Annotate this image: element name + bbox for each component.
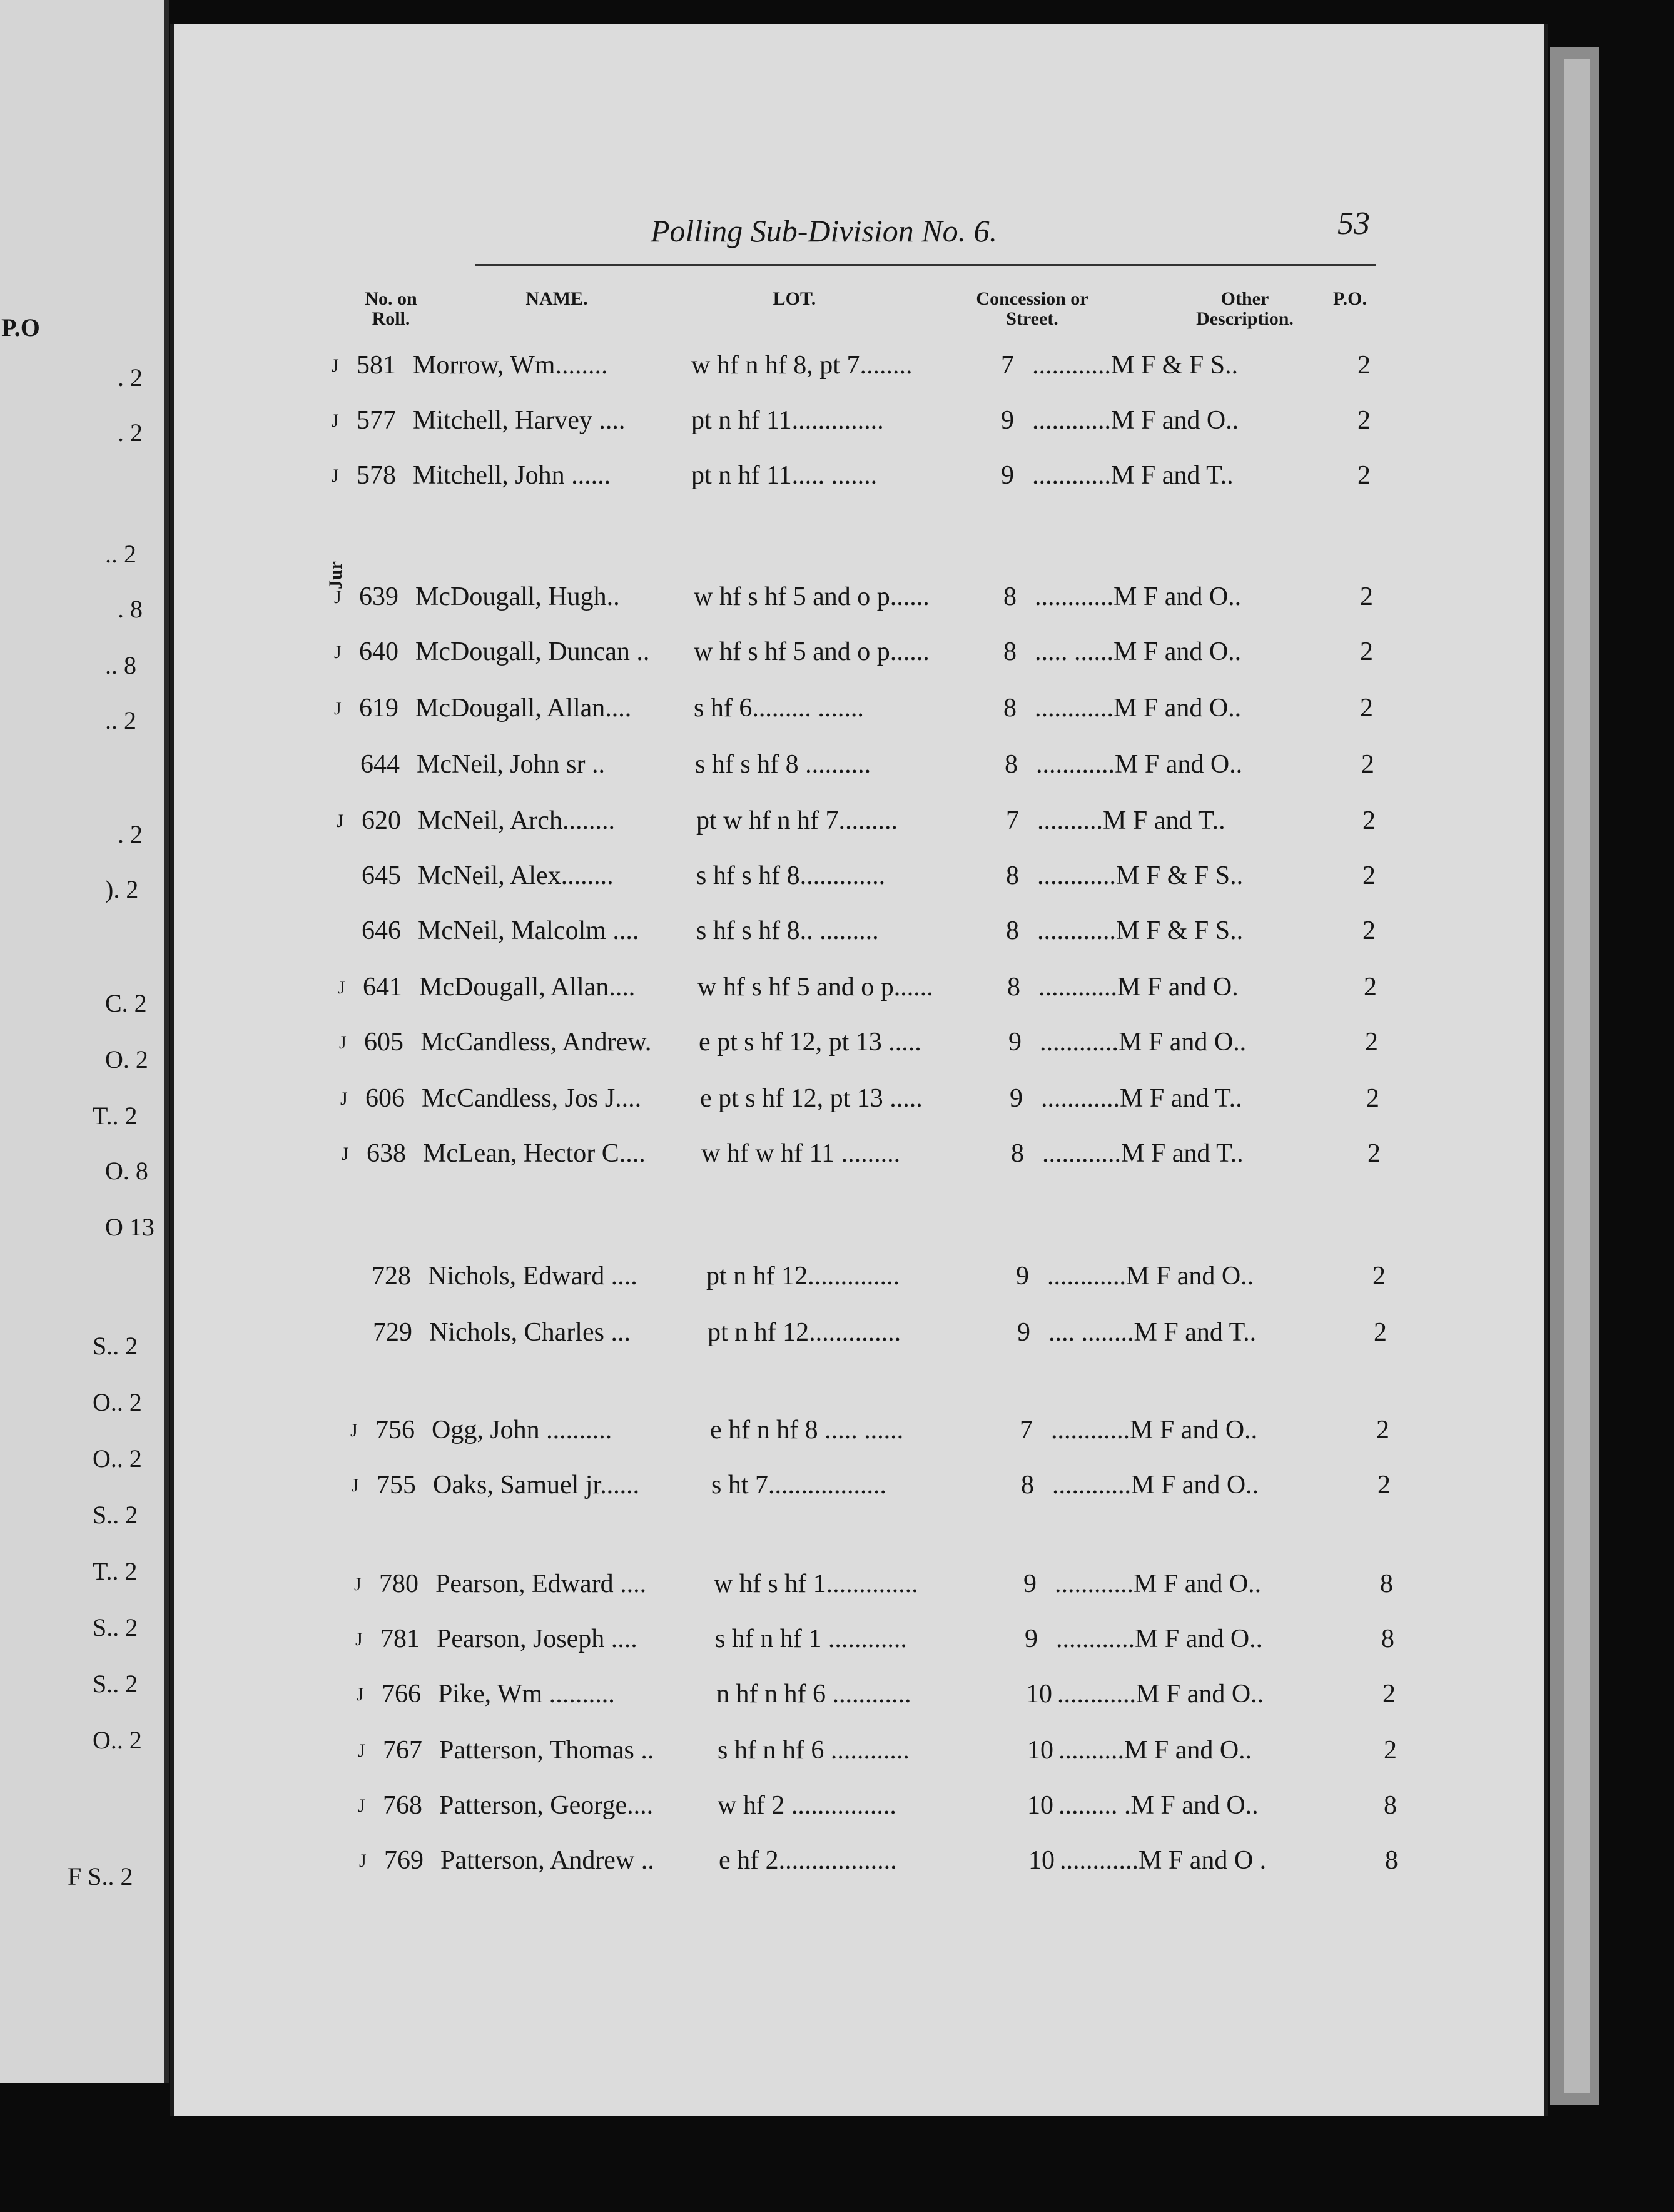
row-roll-number: 577 [357, 406, 396, 435]
col-other-description: Other Description. [1196, 288, 1294, 329]
col-jur: Jur [325, 561, 346, 589]
row-po: 2 [1361, 750, 1374, 779]
row-po: 2 [1360, 582, 1373, 611]
row-name: Pearson, Joseph .... [437, 1625, 637, 1653]
facing-page-entry: O.. 2 [93, 1726, 142, 1754]
row-lot: w hf s hf 5 and o p...... [694, 582, 930, 611]
row-po: 2 [1382, 1680, 1396, 1708]
row-concession: 8 [1003, 582, 1017, 611]
facing-page-entry: . 2 [118, 363, 143, 392]
row-lot: s hf s hf 8 .......... [695, 750, 871, 779]
row-other-description: ............M F and O.. [1032, 406, 1239, 435]
row-jur-marker: J [359, 1850, 367, 1871]
facing-page-entry: . 8 [118, 595, 143, 623]
row-other-description: .... ........M F and T.. [1048, 1318, 1257, 1347]
facing-page-po-header: P.O [1, 313, 40, 342]
facing-page-entry: F S.. 2 [68, 1862, 133, 1890]
row-other-description: ............M F and O.. [1055, 1570, 1262, 1598]
row-roll-number: 780 [379, 1570, 418, 1598]
row-other-description: ............M F and T.. [1042, 1139, 1244, 1168]
row-lot: w hf s hf 5 and o p...... [694, 637, 930, 666]
row-name: Mitchell, Harvey .... [413, 406, 626, 435]
row-jur-marker: J [352, 1475, 359, 1496]
row-po: 8 [1385, 1846, 1398, 1875]
row-lot: e hf 2.................. [719, 1846, 897, 1875]
row-lot: pt n hf 11.............. [691, 406, 884, 435]
facing-page-entry: S.. 2 [93, 1332, 138, 1360]
facing-page-entry: T.. 2 [93, 1557, 138, 1585]
facing-page-entry: S.. 2 [93, 1613, 138, 1641]
facing-page-entry: O.. 2 [93, 1388, 142, 1416]
col-po: P.O. [1333, 288, 1367, 309]
row-roll-number: 640 [359, 637, 398, 666]
page-edge [1564, 59, 1590, 2093]
row-other-description: ............M F and O.. [1056, 1625, 1263, 1653]
row-concession: 7 [1006, 806, 1019, 835]
row-roll-number: 578 [357, 461, 396, 490]
row-jur-marker: J [332, 355, 339, 376]
row-concession: 7 [1001, 351, 1014, 380]
row-po: 2 [1362, 916, 1376, 945]
row-lot: s hf s hf 8.. ......... [696, 916, 879, 945]
facing-page-entry: . 2 [118, 419, 143, 447]
row-lot: e pt s hf 12, pt 13 ..... [700, 1084, 923, 1113]
facing-page-entry: T.. 2 [93, 1102, 138, 1130]
row-jur-marker: J [358, 1795, 365, 1816]
row-concession: 9 [1001, 406, 1014, 435]
row-other-description: ............M F and T.. [1032, 461, 1234, 490]
facing-page-entry: O. 2 [105, 1045, 148, 1073]
row-concession: 9 [1010, 1084, 1023, 1113]
row-lot: e hf n hf 8 ..... ...... [710, 1416, 904, 1444]
row-jur-marker: J [350, 1420, 358, 1441]
row-name: Nichols, Charles ... [429, 1318, 631, 1347]
row-lot: s hf 6......... ....... [694, 694, 864, 723]
facing-page-entry: S.. 2 [93, 1670, 138, 1698]
row-lot: w hf w hf 11 ......... [701, 1139, 901, 1168]
row-other-description: ..........M F and O.. [1058, 1736, 1252, 1765]
row-jur-marker: J [358, 1740, 365, 1761]
col-name: NAME. [525, 288, 588, 309]
row-lot: s ht 7.................. [711, 1471, 887, 1499]
row-name: McDougall, Allan.... [415, 694, 632, 723]
row-po: 2 [1384, 1736, 1397, 1765]
row-jur-marker: J [354, 1574, 362, 1595]
row-roll-number: 641 [363, 973, 402, 1002]
row-lot: w hf n hf 8, pt 7........ [691, 351, 913, 380]
col-roll: No. on Roll. [365, 288, 417, 329]
col-lot: LOT. [773, 288, 816, 309]
facing-page-entry: .. 2 [105, 706, 136, 734]
row-name: McNeil, Arch........ [418, 806, 615, 835]
row-po: 8 [1381, 1625, 1394, 1653]
row-roll-number: 766 [382, 1680, 421, 1708]
row-concession: 9 [1025, 1625, 1038, 1653]
row-po: 2 [1357, 461, 1371, 490]
row-name: McNeil, Malcolm .... [418, 916, 639, 945]
row-jur-marker: J [338, 977, 345, 998]
row-po: 2 [1362, 806, 1376, 835]
row-name: Pearson, Edward .... [435, 1570, 647, 1598]
header-rule [475, 264, 1376, 266]
row-name: Pike, Wm .......... [438, 1680, 615, 1708]
row-other-description: ............M F and T.. [1041, 1084, 1242, 1113]
row-lot: pt n hf 12.............. [708, 1318, 901, 1347]
row-roll-number: 769 [384, 1846, 424, 1875]
row-roll-number: 620 [362, 806, 401, 835]
row-concession: 9 [1023, 1570, 1037, 1598]
row-concession: 8 [1005, 750, 1018, 779]
row-name: Oaks, Samuel jr...... [433, 1471, 640, 1499]
row-roll-number: 638 [367, 1139, 406, 1168]
row-roll-number: 767 [383, 1736, 422, 1765]
row-jur-marker: J [334, 642, 342, 662]
row-other-description: ............M F and O.. [1040, 1028, 1247, 1057]
row-concession: 9 [1001, 461, 1014, 490]
row-jur-marker: J [340, 1088, 348, 1109]
row-name: McNeil, John sr .. [417, 750, 605, 779]
row-name: Patterson, George.... [439, 1791, 654, 1820]
row-other-description: ............M F and O.. [1047, 1262, 1254, 1291]
row-other-description: ............M F and O . [1060, 1846, 1267, 1875]
row-name: McDougall, Allan.... [419, 973, 636, 1002]
row-other-description: ............M F and O.. [1035, 694, 1242, 723]
facing-page-entry: . 2 [118, 820, 143, 848]
row-jur-marker: J [342, 1144, 349, 1164]
row-other-description: ............M F and O.. [1035, 582, 1242, 611]
row-lot: s hf n hf 1 ............ [715, 1625, 907, 1653]
row-po: 2 [1362, 861, 1376, 890]
row-jur-marker: J [337, 811, 344, 831]
row-concession: 10 [1028, 1846, 1055, 1875]
row-po: 2 [1357, 351, 1371, 380]
facing-page-entry: S.. 2 [93, 1501, 138, 1529]
row-name: McCandless, Jos J.... [422, 1084, 642, 1113]
row-roll-number: 605 [364, 1028, 403, 1057]
row-other-description: ............M F and O. [1038, 973, 1239, 1002]
page-header [475, 188, 1376, 263]
row-po: 2 [1365, 1028, 1378, 1057]
row-concession: 9 [1008, 1028, 1022, 1057]
row-other-description: ..........M F and T.. [1037, 806, 1225, 835]
facing-page-entry: O.. 2 [93, 1444, 142, 1473]
row-po: 2 [1367, 1139, 1381, 1168]
row-concession: 9 [1017, 1318, 1030, 1347]
row-name: Patterson, Andrew .. [440, 1846, 654, 1875]
row-concession: 7 [1020, 1416, 1033, 1444]
row-roll-number: 645 [362, 861, 401, 890]
row-jur-marker: J [332, 410, 339, 431]
row-other-description: ............M F & F S.. [1037, 916, 1244, 945]
row-other-description: ............M F and O.. [1057, 1680, 1264, 1708]
row-other-description: ............M F & F S.. [1032, 351, 1239, 380]
row-jur-marker: J [357, 1684, 364, 1705]
row-lot: s hf n hf 6 ............ [718, 1736, 910, 1765]
row-name: McLean, Hector C.... [423, 1139, 646, 1168]
row-name: McDougall, Duncan .. [415, 637, 650, 666]
row-name: Mitchell, John ...... [413, 461, 611, 490]
row-name: Nichols, Edward .... [428, 1262, 637, 1291]
row-po: 2 [1377, 1471, 1391, 1499]
row-other-description: ............M F & F S.. [1037, 861, 1244, 890]
row-lot: s hf s hf 8............. [696, 861, 886, 890]
row-po: 2 [1360, 694, 1373, 723]
row-roll-number: 755 [377, 1471, 416, 1499]
row-jur-marker: J [339, 1032, 347, 1053]
row-name: Ogg, John .......... [432, 1416, 612, 1444]
page-number: 53 [1337, 206, 1370, 241]
row-other-description: ..... ......M F and O.. [1035, 637, 1242, 666]
row-roll-number: 756 [375, 1416, 415, 1444]
row-concession: 8 [1007, 973, 1020, 1002]
row-other-description: ......... .M F and O.. [1058, 1791, 1259, 1820]
row-concession: 10 [1026, 1680, 1052, 1708]
row-name: McNeil, Alex........ [418, 861, 614, 890]
row-roll-number: 619 [359, 694, 398, 723]
row-roll-number: 646 [362, 916, 401, 945]
row-jur-marker: J [334, 587, 342, 607]
row-po: 2 [1374, 1318, 1387, 1347]
row-jur-marker: J [332, 465, 339, 486]
row-po: 2 [1364, 973, 1377, 1002]
row-concession: 8 [1011, 1139, 1024, 1168]
row-name: McCandless, Andrew. [420, 1028, 652, 1057]
row-concession: 8 [1003, 694, 1017, 723]
row-concession: 9 [1016, 1262, 1029, 1291]
row-roll-number: 644 [360, 750, 400, 779]
row-concession: 8 [1021, 1471, 1034, 1499]
row-roll-number: 781 [380, 1625, 420, 1653]
row-roll-number: 581 [357, 351, 396, 380]
row-concession: 8 [1006, 916, 1019, 945]
row-lot: pt n hf 12.............. [706, 1262, 900, 1291]
row-po: 2 [1376, 1416, 1389, 1444]
row-roll-number: 729 [373, 1318, 412, 1347]
row-lot: pt n hf 11..... ....... [691, 461, 878, 490]
row-concession: 8 [1006, 861, 1019, 890]
row-po: 2 [1372, 1262, 1386, 1291]
facing-page-entry: C. 2 [105, 989, 147, 1017]
row-name: Morrow, Wm........ [413, 351, 608, 380]
row-jur-marker: J [334, 698, 342, 719]
row-lot: n hf n hf 6 ............ [716, 1680, 911, 1708]
col-concession: Concession or Street. [976, 288, 1088, 329]
facing-page-entry: O 13 [105, 1213, 155, 1241]
row-po: 2 [1357, 406, 1371, 435]
facing-page-entry: .. 2 [105, 540, 136, 568]
row-po: 8 [1380, 1570, 1393, 1598]
row-lot: pt w hf n hf 7......... [696, 806, 898, 835]
facing-page-entry: .. 8 [105, 651, 136, 679]
row-roll-number: 728 [372, 1262, 411, 1291]
row-lot: w hf s hf 1.............. [714, 1570, 918, 1598]
row-name: McDougall, Hugh.. [415, 582, 620, 611]
row-concession: 8 [1003, 637, 1017, 666]
row-roll-number: 768 [383, 1791, 422, 1820]
row-lot: e pt s hf 12, pt 13 ..... [699, 1028, 921, 1057]
row-lot: w hf s hf 5 and o p...... [698, 973, 933, 1002]
row-other-description: ............M F and O.. [1051, 1416, 1258, 1444]
row-lot: w hf 2 ................ [718, 1791, 896, 1820]
row-concession: 10 [1027, 1736, 1053, 1765]
row-concession: 10 [1027, 1791, 1053, 1820]
row-jur-marker: J [355, 1629, 363, 1650]
row-po: 8 [1384, 1791, 1397, 1820]
row-po: 2 [1360, 637, 1373, 666]
row-other-description: ............M F and O.. [1036, 750, 1243, 779]
row-other-description: ............M F and O.. [1052, 1471, 1259, 1499]
row-roll-number: 606 [365, 1084, 405, 1113]
row-name: Patterson, Thomas .. [439, 1736, 654, 1765]
running-head: Polling Sub-Division No. 6. [651, 213, 998, 248]
facing-page-entry: ). 2 [105, 875, 139, 903]
row-roll-number: 639 [359, 582, 398, 611]
row-po: 2 [1366, 1084, 1379, 1113]
facing-page-entry: O. 8 [105, 1157, 148, 1185]
